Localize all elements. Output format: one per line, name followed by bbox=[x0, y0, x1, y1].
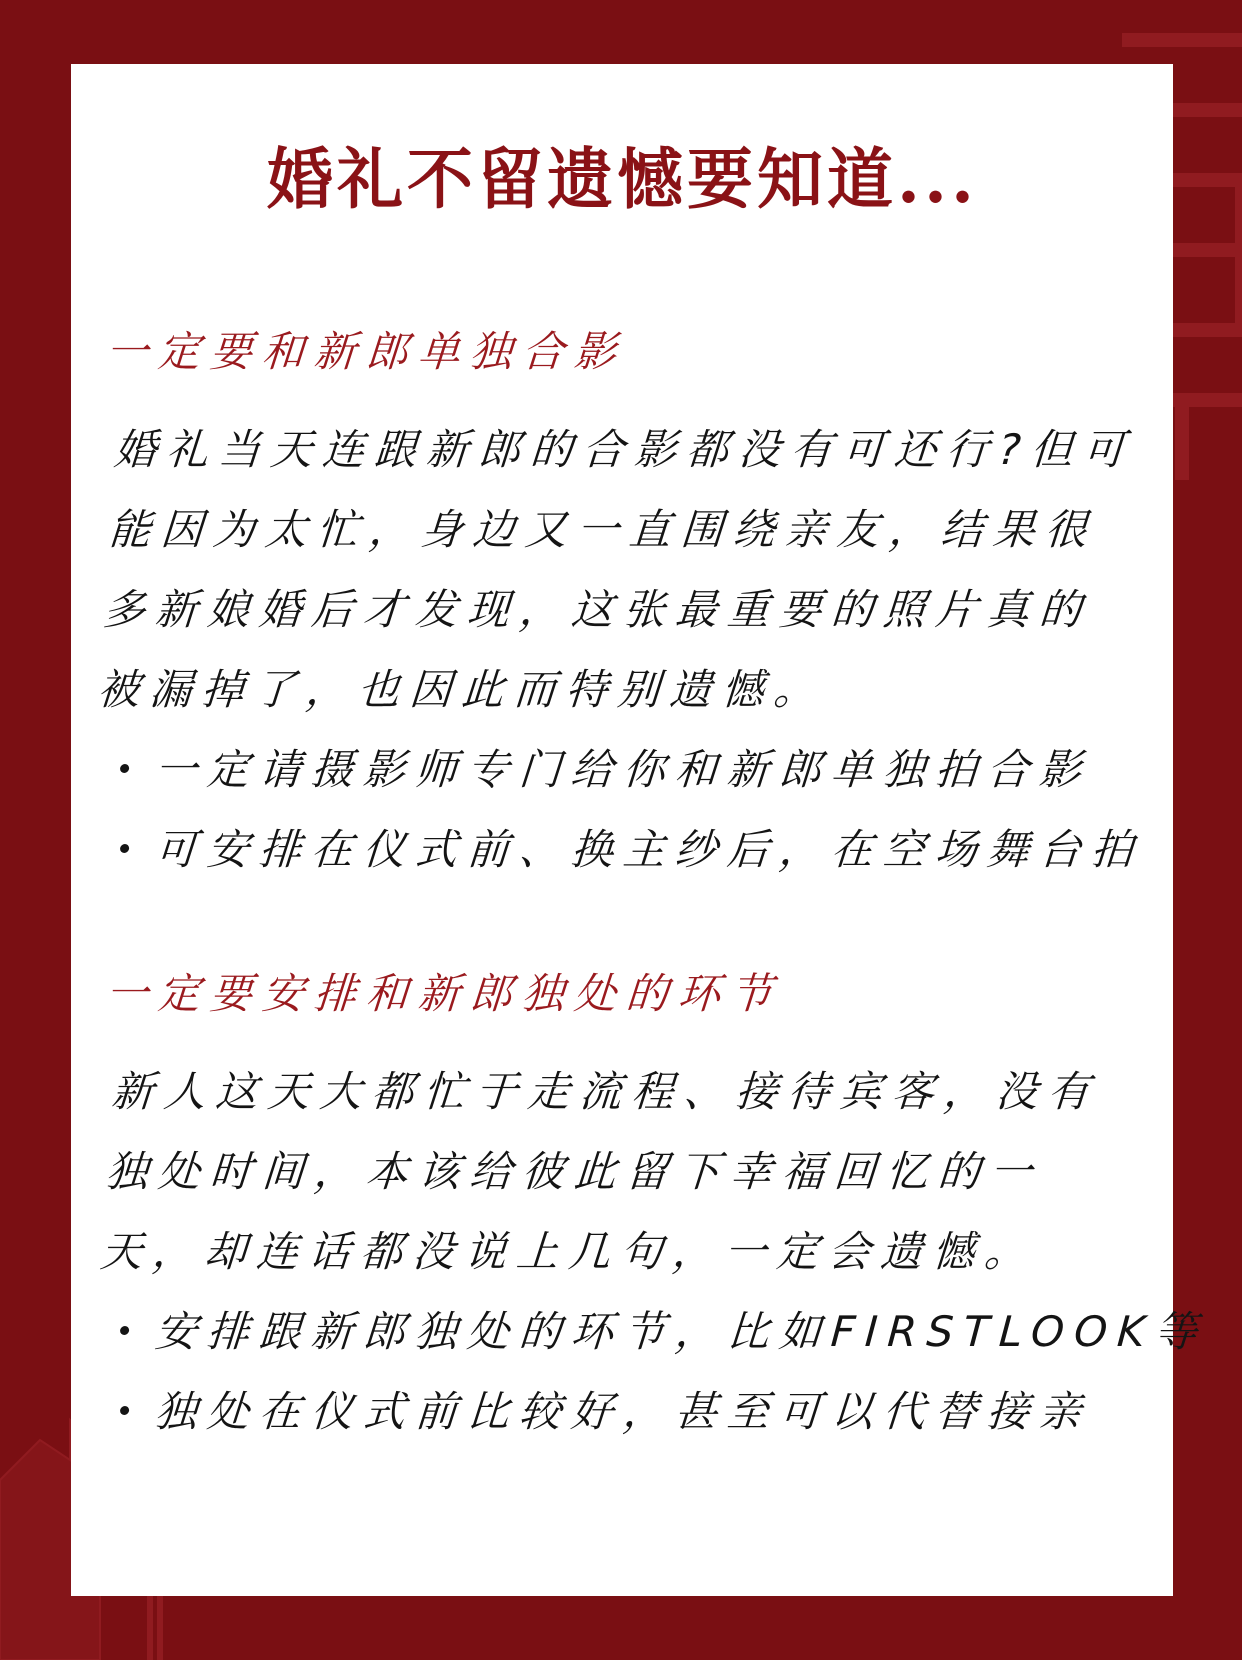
bullet-list bbox=[106, 730, 1145, 890]
bullet-dot-icon bbox=[120, 844, 130, 853]
bullet-dot-icon bbox=[120, 1406, 130, 1415]
bullet-item bbox=[103, 1292, 1209, 1372]
bullet-text: 独处在仪式前比较好，甚至可以代替接亲 bbox=[153, 1387, 1093, 1436]
bullet-dot-icon bbox=[120, 1326, 130, 1335]
bullet-text: 可安排在仪式前、换主纱后，在空场舞台拍 bbox=[153, 825, 1145, 874]
bullet-dot-icon bbox=[120, 764, 130, 773]
section-paragraph: 新人这天大都忙于走流程、接待宾客，没有独处时间，本该给彼此留下幸福回忆的一天，却连话都没说上几句，一定会遗憾。 bbox=[98, 1067, 1102, 1276]
page-title: 婚礼不留遗憾要知道... bbox=[267, 140, 978, 218]
bullet-item bbox=[103, 1372, 1142, 1452]
bullet-item bbox=[103, 730, 1142, 810]
section-private-time bbox=[98, 966, 1209, 1452]
content-card bbox=[71, 64, 1209, 1596]
section-group-photo bbox=[95, 324, 1145, 890]
bullet-item bbox=[103, 810, 1145, 890]
section-paragraph: 婚礼当天连跟新郎的合影都没有可还行?但可能因为太忙，身边又一直围绕亲友，结果很多新娘婚后才发现，这张最重要的照片真的被漏掉了，也因此而特别遗憾。 bbox=[95, 425, 1137, 714]
section-heading: 一定要和新郎单独合影 bbox=[104, 327, 628, 376]
section-heading: 一定要安排和新郎独处的环节 bbox=[104, 969, 784, 1018]
bullet-text: 一定请摄影师专门给你和新郎单独拍合影 bbox=[153, 745, 1093, 794]
bullet-text: 安排跟新郎独处的环节，比如FIRSTLOOK等 bbox=[153, 1307, 1209, 1356]
bullet-list bbox=[106, 1292, 1209, 1452]
